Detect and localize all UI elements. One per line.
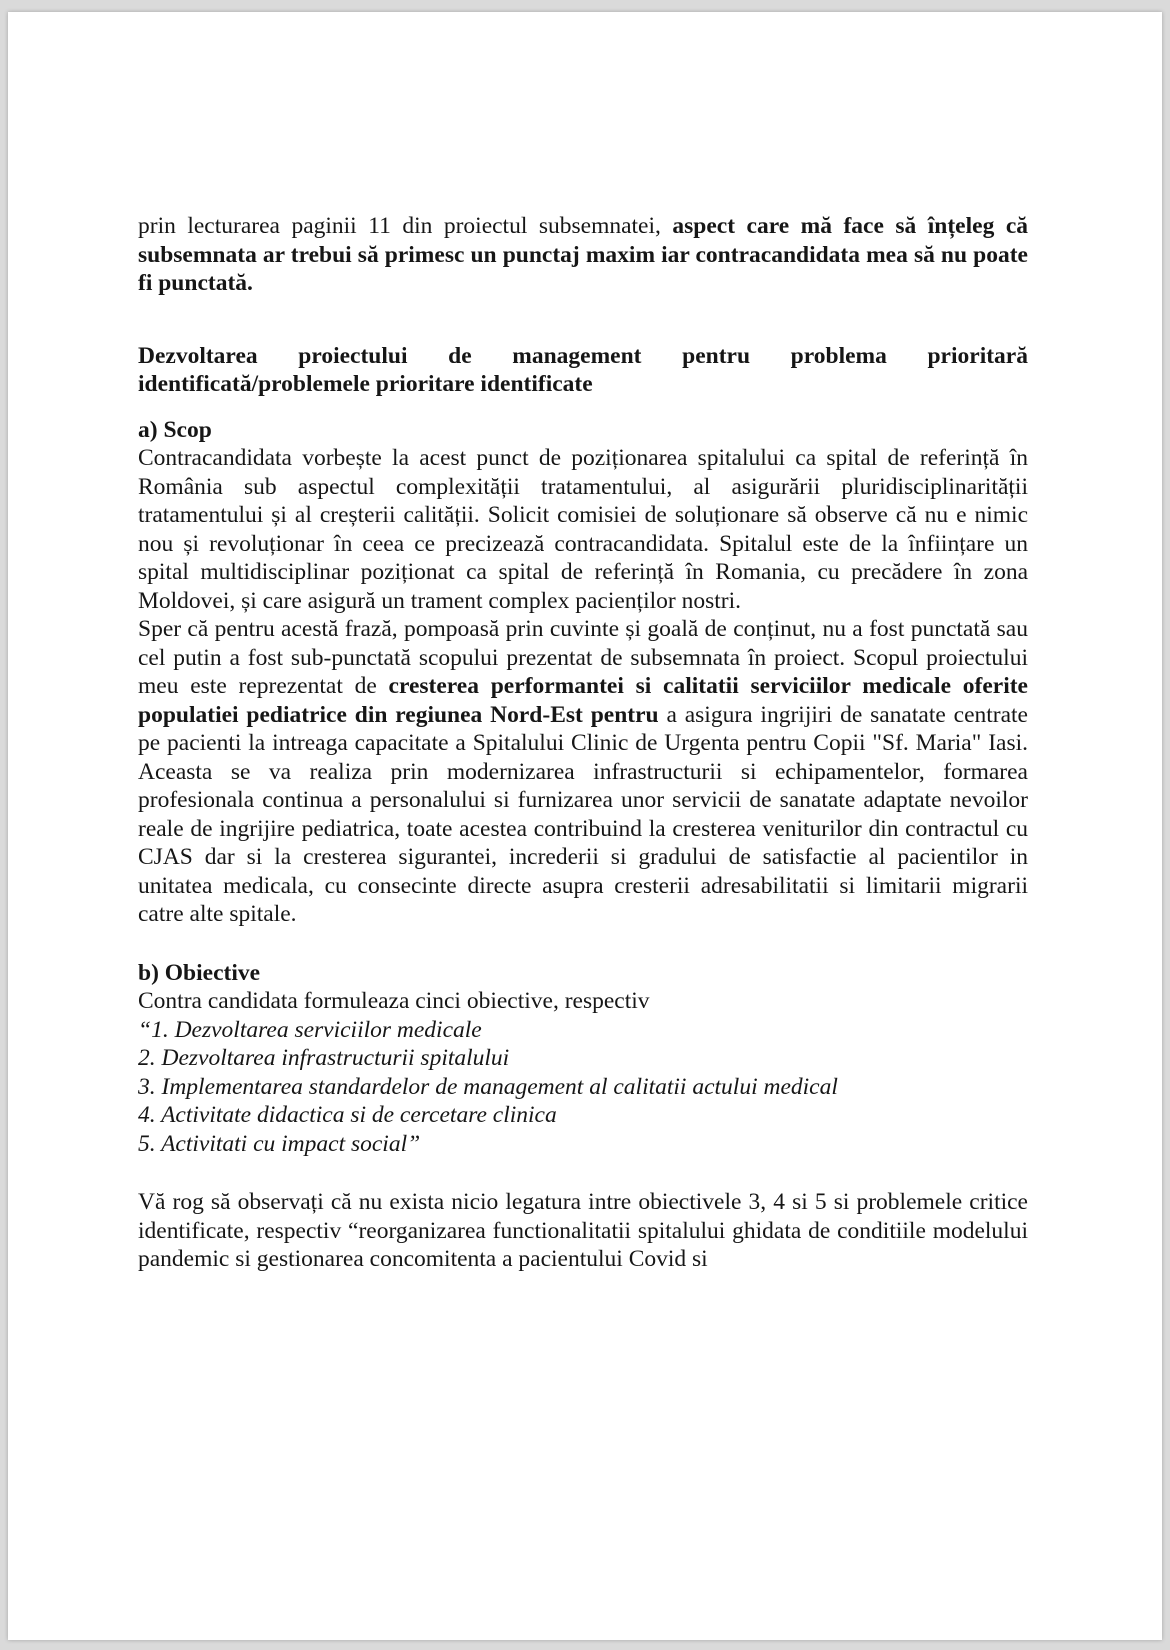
scop-title: a) Scop bbox=[138, 416, 212, 443]
list-item: “1. Dezvoltarea serviciilor medicale bbox=[138, 1016, 482, 1043]
document-body bbox=[138, 212, 1028, 1274]
obiective-intro: Contra candidata formuleaza cinci obiective, respectiv bbox=[138, 988, 650, 1014]
scop-paragraph-1: Contracandidata vorbește la acest punct de poziționarea spitalului ca spital de referință în România sub aspectul complexității tratamentului, al asigurării pluridisciplinarității tratamentului și al creșterii calității. Solicit comisiei de soluționare să observe că nu e nimic nou și revoluționar în ceea ce precizează contracandidata. Spitalul este de la înființare un spital multidisciplinar poziționat ca spital de referință în Romania, cu precădere în zona Moldovei, și care asigură un trament complex pacienților nostri. bbox=[138, 445, 1028, 614]
scop-p2-text-a: Sper că pentru acestă frază, pompoasă prin cuvinte și goală de conținut, nu a fost punctată sau cel putin a fost sub-punctată scopului prezentat de subsemnata în proiect. Scopul proiectului meu este reprezentat de bbox=[138, 616, 1028, 699]
close-quote: ” bbox=[407, 1130, 421, 1157]
list-item: 5. Activitati cu impact social” bbox=[138, 1130, 421, 1157]
intro-bold-text: aspect care mă face să înțeleg că subsemnata ar trebui să primesc un punctaj maxim iar contracandidata mea să nu poate fi punctată. bbox=[138, 213, 1028, 296]
list-item: 2. Dezvoltarea infrastructurii spitalului bbox=[138, 1045, 510, 1071]
scop-paragraph-2 bbox=[138, 615, 1028, 929]
scop-p2-text-c: a asigura ingrijiri de sanatate centrate pe pacienti la intreaga capacitate a Spitalului Clinic de Urgenta pentru Copii "Sf. Maria" Iasi. Aceasta se va realiza prin modernizarea infrastructurii si echipamentelor, formarea profesionala continua a personalului si furnizarea unor servicii de sanatate adaptate nevoilor reale de ingrijire pediatrica, toate acestea contribuind la cresterea veniturilor din contractul cu CJAS dar si la cresterea sigurantei, increderii si gradului de satisfactie al pacientilor in unitatea medicala, cu consecinte directe asupra cresterii adresabilitatii si limitarii migrarii catre alte spitale. bbox=[138, 701, 1028, 927]
document-page bbox=[8, 12, 1162, 1640]
intro-text: prin lecturarea paginii 11 din proiectul subsemnatei, bbox=[138, 213, 673, 239]
obiective-title: b) Obiective bbox=[138, 959, 261, 986]
obiective-list bbox=[138, 1016, 1028, 1159]
scop-p2-bold: cresterea performantei si calitatii serviciilor medicale oferite populatiei pediatrice din regiunea Nord-Est pentru bbox=[138, 673, 1028, 728]
section-heading-line-2: identificată/problemele prioritare identificate bbox=[138, 371, 593, 397]
list-item: 4. Activitate didactica si de cercetare clinica bbox=[138, 1102, 557, 1128]
open-quote: “ bbox=[138, 1016, 152, 1043]
section-heading-line-1: Dezvoltarea proiectului de management pentru problema prioritară bbox=[138, 342, 1028, 369]
intro-paragraph bbox=[138, 212, 1028, 298]
list-item: 3. Implementarea standardelor de management al calitatii actului medical bbox=[138, 1073, 838, 1100]
final-paragraph: Vă rog să observați că nu exista nicio legatura intre obiectivele 3, 4 si 5 si problemele critice identificate, respectiv “reorganizarea functionalitatii spitalului ghidata de conditiile modelului pandemic si gestionarea concomitenta a pacientului Covid si bbox=[138, 1189, 1028, 1272]
